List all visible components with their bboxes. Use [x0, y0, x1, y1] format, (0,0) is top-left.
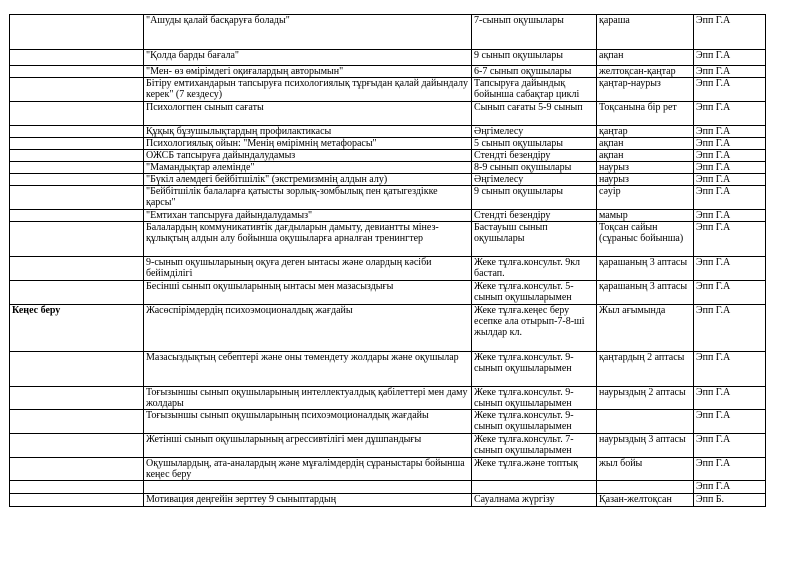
- topic-cell: "Емтихан тапсыруға дайындалудамыз": [144, 210, 472, 222]
- section-cell: [10, 458, 144, 481]
- section-cell: [10, 410, 144, 434]
- section-cell: [10, 50, 144, 66]
- responsible-cell: Эпп Г.А: [694, 222, 766, 257]
- section-cell: [10, 102, 144, 126]
- topic-cell: Тоғызыншы сынып оқушыларының психоэмоционалдық жағдайы: [144, 410, 472, 434]
- responsible-cell: Эпп Г.А: [694, 138, 766, 150]
- topic-cell: Мазасыздықтың себептері және оны төмендету жолдары және оқушылар: [144, 352, 472, 387]
- audience-cell: Стендті безендіру: [472, 210, 597, 222]
- table-row: [10, 50, 766, 66]
- period-cell: [597, 481, 694, 494]
- table-row: [10, 174, 766, 186]
- topic-cell: "Ашуды қалай басқаруға болады": [144, 15, 472, 50]
- period-cell: Жыл ағымында: [597, 305, 694, 352]
- period-cell: наурыздың 3 аптасы: [597, 434, 694, 458]
- section-cell: Кеңес беру: [10, 305, 144, 352]
- period-cell: наурыз: [597, 174, 694, 186]
- table-row: [10, 410, 766, 434]
- responsible-cell: Эпп Г.А: [694, 352, 766, 387]
- section-cell: [10, 126, 144, 138]
- responsible-cell: Эпп Г.А: [694, 50, 766, 66]
- audience-cell: Жеке тұлға.консульт. 7-сынып оқушыларымен: [472, 434, 597, 458]
- responsible-cell: Эпп Г.А: [694, 281, 766, 305]
- period-cell: ақпан: [597, 50, 694, 66]
- section-cell: [10, 387, 144, 410]
- topic-cell: "Мамандықтар әлемінде": [144, 162, 472, 174]
- topic-cell: Тоғызыншы сынып оқушыларының интеллектуалдық қабілеттері мен даму жолдары: [144, 387, 472, 410]
- audience-cell: 9 сынып оқушылары: [472, 186, 597, 210]
- table-row: [10, 66, 766, 78]
- section-cell: [10, 66, 144, 78]
- period-cell: мамыр: [597, 210, 694, 222]
- section-cell: [10, 222, 144, 257]
- responsible-cell: Эпп Г.А: [694, 257, 766, 281]
- period-cell: Қазан-желтоқсан: [597, 494, 694, 507]
- audience-cell: Сынып сағаты 5-9 сынып: [472, 102, 597, 126]
- table-row: [10, 281, 766, 305]
- audience-cell: Жеке тұлға.консульт. 5-сынып оқушыларымен: [472, 281, 597, 305]
- audience-cell: [472, 481, 597, 494]
- period-cell: Тоқсанына бір рет: [597, 102, 694, 126]
- period-cell: қаңтар: [597, 126, 694, 138]
- topic-cell: Психологпен сынып сағаты: [144, 102, 472, 126]
- responsible-cell: Эпп Г.А: [694, 387, 766, 410]
- table-row: [10, 126, 766, 138]
- period-cell: наурыздың 2 аптасы: [597, 387, 694, 410]
- period-cell: қарашаның 3 аптасы: [597, 281, 694, 305]
- audience-cell: Әңгімелесу: [472, 126, 597, 138]
- section-cell: [10, 138, 144, 150]
- topic-cell: Психологиялық ойын: "Менің өмірімнің метафорасы": [144, 138, 472, 150]
- responsible-cell: Эпп Г.А: [694, 15, 766, 50]
- audience-cell: Бастауыш сынып оқушылары: [472, 222, 597, 257]
- section-cell: [10, 210, 144, 222]
- section-cell: [10, 257, 144, 281]
- table-row: [10, 210, 766, 222]
- responsible-cell: Эпп Г.А: [694, 150, 766, 162]
- period-cell: сәуір: [597, 186, 694, 210]
- table-row: [10, 102, 766, 126]
- responsible-cell: Эпп Г.А: [694, 174, 766, 186]
- period-cell: [597, 410, 694, 434]
- responsible-cell: Эпп Б.: [694, 494, 766, 507]
- audience-cell: 8-9 сынып оқушылары: [472, 162, 597, 174]
- audience-cell: 9 сынып оқушылары: [472, 50, 597, 66]
- section-cell: [10, 434, 144, 458]
- topic-cell: Жетінші сынып оқушыларының агрессивтілігі мен дұшпандығы: [144, 434, 472, 458]
- responsible-cell: Эпп Г.А: [694, 78, 766, 102]
- responsible-cell: Эпп Г.А: [694, 410, 766, 434]
- table-row: [10, 186, 766, 210]
- section-cell: [10, 352, 144, 387]
- table-body: [10, 15, 766, 507]
- responsible-cell: Эпп Г.А: [694, 434, 766, 458]
- topic-cell: "Бейбітшілік балаларға қатысты зорлық-зомбылық пен қатыгездікке қарсы": [144, 186, 472, 210]
- topic-cell: "Мен- өз өмірімдегі оқиғалардың авторымын": [144, 66, 472, 78]
- audience-cell: Стендті безендіру: [472, 150, 597, 162]
- period-cell: жыл бойы: [597, 458, 694, 481]
- topic-cell: [144, 481, 472, 494]
- audience-cell: 6-7 сынып оқушылары: [472, 66, 597, 78]
- section-cell: [10, 174, 144, 186]
- period-cell: желтоқсан-қаңтар: [597, 66, 694, 78]
- audience-cell: Жеке тұлға.консульт. 9кл бастап.: [472, 257, 597, 281]
- audience-cell: Жеке тұлға.консульт. 9-сынып оқушыларымен: [472, 410, 597, 434]
- table-row: [10, 257, 766, 281]
- audience-cell: Тапсыруға дайындық бойынша сабақтар циклі: [472, 78, 597, 102]
- period-cell: наурыз: [597, 162, 694, 174]
- section-cell: [10, 15, 144, 50]
- table-row: [10, 434, 766, 458]
- table-row: [10, 305, 766, 352]
- section-cell: [10, 481, 144, 494]
- table-row: [10, 15, 766, 50]
- topic-cell: Жасөспірімдердің психоэмоционалдық жағдайы: [144, 305, 472, 352]
- period-cell: ақпан: [597, 150, 694, 162]
- table-row: [10, 458, 766, 481]
- responsible-cell: Эпп Г.А: [694, 126, 766, 138]
- table-row: [10, 387, 766, 410]
- section-cell: [10, 162, 144, 174]
- audience-cell: 5 сынып оқушылары: [472, 138, 597, 150]
- audience-cell: Жеке тұлға.консульт. 9-сынып оқушыларымен: [472, 387, 597, 410]
- period-cell: қаңтардың 2 аптасы: [597, 352, 694, 387]
- period-cell: Тоқсан сайын (сұраныс бойынша): [597, 222, 694, 257]
- period-cell: қаңтар-наурыз: [597, 78, 694, 102]
- topic-cell: "Қолда барды бағала": [144, 50, 472, 66]
- topic-cell: Бесінші сынып оқушыларының ынтасы мен мазасыздығы: [144, 281, 472, 305]
- table-row: [10, 138, 766, 150]
- topic-cell: Құқық бұзушылықтардың профилактикасы: [144, 126, 472, 138]
- audience-cell: Жеке тұлға.және топтық: [472, 458, 597, 481]
- responsible-cell: Эпп Г.А: [694, 162, 766, 174]
- audience-cell: Сауалнама жүргізу: [472, 494, 597, 507]
- audience-cell: Жеке тұлға.кеңес беру есепке ала отырып-7-8-ші жылдар кл.: [472, 305, 597, 352]
- responsible-cell: Эпп Г.А: [694, 186, 766, 210]
- section-cell: [10, 281, 144, 305]
- table-row: [10, 494, 766, 507]
- topic-cell: "Бүкіл әлемдегі бейбітшілік" (экстремизмнің алдын алу): [144, 174, 472, 186]
- section-cell: [10, 494, 144, 507]
- work-plan-table: [9, 14, 766, 507]
- topic-cell: Балалардың коммуникативтік дағдыларын дамыту, девиантты мінез-құлықтың алдын алу бойынша оқушыларға арналған тренингтер: [144, 222, 472, 257]
- audience-cell: Әңгімелесу: [472, 174, 597, 186]
- table-row: [10, 150, 766, 162]
- audience-cell: 7-сынып оқушылары: [472, 15, 597, 50]
- responsible-cell: Эпп Г.А: [694, 66, 766, 78]
- table-row: [10, 222, 766, 257]
- period-cell: қараша: [597, 15, 694, 50]
- topic-cell: Мотивация деңгейін зерттеу 9 сыныптардың: [144, 494, 472, 507]
- topic-cell: Оқушылардың, ата-аналардың және мұғалімдердің сұраныстары бойынша кеңес беру: [144, 458, 472, 481]
- responsible-cell: Эпп Г.А: [694, 102, 766, 126]
- topic-cell: 9-сынып оқушыларының оқуға деген ынтасы және олардың кәсіби бейімділігі: [144, 257, 472, 281]
- table-row: [10, 162, 766, 174]
- table-row: [10, 481, 766, 494]
- section-cell: [10, 186, 144, 210]
- responsible-cell: Эпп Г.А: [694, 458, 766, 481]
- section-cell: [10, 78, 144, 102]
- section-cell: [10, 150, 144, 162]
- topic-cell: Бітіру емтихандарын тапсыруға психологиялық тұрғыдан қалай дайындалу керек" (7 кездесу): [144, 78, 472, 102]
- responsible-cell: Эпп Г.А: [694, 305, 766, 352]
- table-row: [10, 78, 766, 102]
- responsible-cell: Эпп Г.А: [694, 481, 766, 494]
- topic-cell: ОЖСБ тапсыруға дайындалудамыз: [144, 150, 472, 162]
- audience-cell: Жеке тұлға.консульт. 9-сынып оқушыларымен: [472, 352, 597, 387]
- table-row: [10, 352, 766, 387]
- period-cell: ақпан: [597, 138, 694, 150]
- responsible-cell: Эпп Г.А: [694, 210, 766, 222]
- period-cell: қарашаның 3 аптасы: [597, 257, 694, 281]
